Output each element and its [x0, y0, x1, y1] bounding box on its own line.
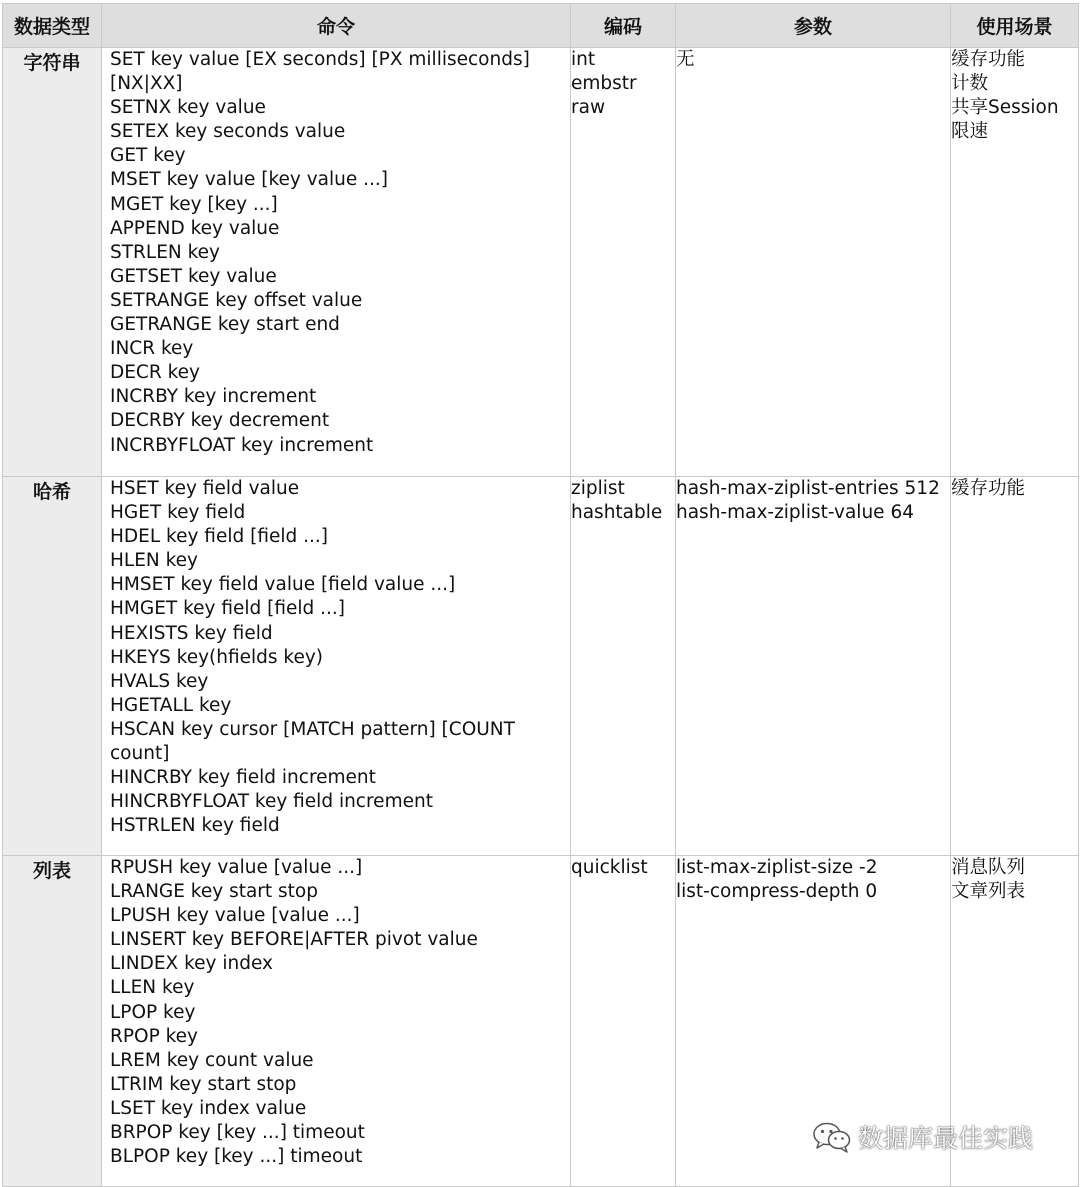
usage-cell — [951, 477, 1079, 856]
table-row-string — [3, 48, 1079, 477]
table-header-row — [3, 4, 1079, 48]
command-line: HMGET key field [field ...] — [110, 598, 346, 620]
command-line: HDEL key field [field ...] — [110, 526, 328, 548]
param-line: 无 — [676, 49, 695, 70]
encoding-cell — [571, 477, 676, 856]
usage-cell — [951, 48, 1079, 477]
header-params: 参数 — [676, 4, 951, 48]
command-line: LPOP key — [110, 1001, 196, 1023]
command-line: LINDEX key index — [110, 953, 273, 975]
usage-line: 缓存功能 — [951, 478, 1026, 499]
command-line: MGET key [key ...] — [110, 193, 278, 215]
command-line: INCRBYFLOAT key increment — [110, 434, 374, 456]
params-cell — [676, 477, 951, 856]
command-line: HEXISTS key field — [110, 622, 273, 644]
commands-cell — [102, 477, 571, 856]
command-line: HLEN key — [110, 550, 199, 572]
command-line: LTRIM key start stop — [110, 1073, 297, 1095]
command-line: LINSERT key BEFORE|AFTER pivot value — [110, 929, 478, 951]
command-line: HGET key field — [110, 502, 246, 524]
table-row-hash — [3, 477, 1079, 856]
params-cell — [676, 48, 951, 477]
param-line: hash-max-ziplist-entries 512 — [676, 478, 940, 499]
command-line: LRANGE key start stop — [110, 881, 318, 903]
command-line: HSCAN key cursor [MATCH pattern] [COUNT count] — [110, 718, 521, 765]
command-line: INCR key — [110, 338, 194, 360]
command-line: BRPOP key [key ...] timeout — [110, 1122, 365, 1144]
command-line: RPOP key — [110, 1025, 198, 1047]
command-line: LSET key index value — [110, 1097, 307, 1119]
command-line: HMSET key field value [field value ...] — [110, 574, 456, 596]
command-line: HGETALL key — [110, 694, 232, 716]
command-line: HSTRLEN key field — [110, 815, 280, 837]
command-line: GET key — [110, 145, 186, 167]
commands-cell — [102, 856, 571, 1187]
command-line: MSET key value [key value ...] — [110, 169, 389, 191]
command-line: STRLEN key — [110, 241, 220, 263]
usage-line: 缓存功能 — [951, 49, 1026, 70]
command-line: HINCRBYFLOAT key field increment — [110, 791, 433, 813]
header-encoding: 编码 — [571, 4, 676, 48]
usage-line: 文章列表 — [951, 881, 1026, 903]
command-line: HINCRBY key field increment — [110, 767, 376, 789]
command-line: HKEYS key(hfields key) — [110, 646, 324, 668]
command-line: GETSET key value — [110, 265, 277, 287]
command-line: SETRANGE key offset value — [110, 289, 363, 311]
usage-line: 共享Session — [951, 97, 1059, 119]
type-cell: 列表 — [3, 856, 102, 1187]
command-line: BLPOP key [key ...] timeout — [110, 1146, 363, 1168]
command-line: LLEN key — [110, 977, 195, 999]
encoding-line: raw — [571, 97, 606, 119]
type-cell: 字符串 — [3, 48, 102, 477]
param-line: list-compress-depth 0 — [676, 881, 878, 903]
encoding-line: quicklist — [571, 857, 648, 878]
encoding-line: int — [571, 49, 596, 70]
encoding-cell — [571, 48, 676, 477]
commands-cell — [102, 48, 571, 477]
command-line: HSET key field value — [110, 478, 300, 499]
watermark-text: 数据库最佳实践 — [858, 1124, 1034, 1153]
command-line: SETEX key seconds value — [110, 121, 346, 143]
redis-data-types-table — [2, 3, 1079, 1187]
command-line: INCRBY key increment — [110, 386, 317, 408]
command-line: SET key value [EX seconds] [PX milliseconds] [NX|XX] — [110, 49, 536, 95]
usage-line: 消息队列 — [951, 857, 1026, 878]
watermark — [812, 1119, 1033, 1155]
encoding-line: hashtable — [571, 502, 663, 524]
encoding-line: embstr — [571, 73, 637, 95]
param-line: list-max-ziplist-size -2 — [676, 857, 878, 878]
command-line: SETNX key value — [110, 97, 266, 119]
command-line: RPUSH key value [value ...] — [110, 857, 363, 878]
command-line: LPUSH key value [value ...] — [110, 905, 360, 927]
command-line: APPEND key value — [110, 217, 280, 239]
command-line: DECRBY key decrement — [110, 410, 330, 432]
wechat-icon — [812, 1121, 852, 1153]
command-line: LREM key count value — [110, 1049, 314, 1071]
usage-line: 计数 — [951, 73, 989, 95]
param-line: hash-max-ziplist-value 64 — [676, 502, 914, 524]
command-line: GETRANGE key start end — [110, 314, 340, 336]
usage-line: 限速 — [951, 121, 989, 143]
encoding-line: ziplist — [571, 478, 625, 499]
command-line: HVALS key — [110, 670, 209, 692]
header-data-type: 数据类型 — [3, 4, 102, 48]
type-cell: 哈希 — [3, 477, 102, 856]
header-usage: 使用场景 — [951, 4, 1079, 48]
header-command: 命令 — [102, 4, 571, 48]
command-line: DECR key — [110, 362, 200, 384]
encoding-cell — [571, 856, 676, 1187]
